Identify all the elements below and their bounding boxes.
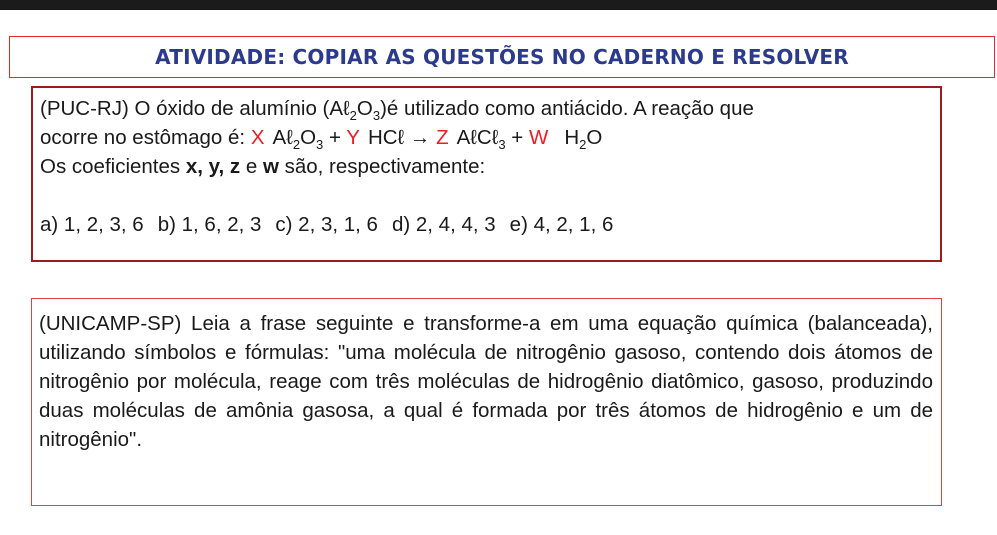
activity-title-text: ATIVIDADE: COPIAR AS QUESTÕES NO CADERNO E RESOLVER [155,45,849,69]
slide [0,10,997,535]
q1-equation-prefix: ocorre no estômago é: [40,126,251,149]
product-o: O [586,126,603,149]
question-2-box [31,298,942,506]
q1-coef-text-end: são, respectivamente: [278,155,486,178]
q1-coef-text: Os coeficientes [40,155,186,178]
reactant-hcl-arrow: HCℓ → [367,126,437,149]
q1-subscript-3: 3 [372,108,381,123]
option-d: d) 2, 4, 4, 3 [391,213,496,236]
plus-sign-1: + [323,126,347,149]
q1-intro-text: (PUC-RJ) O óxido de alumínio (Aℓ [40,97,350,120]
coefficient-w: W [528,126,549,149]
product-alcl: AℓCℓ [456,126,499,149]
product-sub-2: 2 [579,137,587,152]
question-1-equation-line [40,123,932,152]
q1-coef-and: e [240,155,263,178]
question-1-box [31,86,942,262]
reactant-o: O [300,126,317,149]
product-h: H [564,126,580,149]
q1-coef-bold: x, y, z [185,155,241,178]
plus-sign-2: + [505,126,529,149]
question-1-line-3 [40,152,932,181]
option-b: b) 1, 6, 2, 3 [157,213,262,236]
coefficient-x: X [250,126,265,149]
q1-intro-text-end: )é utilizado como antiácido. A reação que [380,97,754,120]
option-a: a) 1, 2, 3, 6 [40,213,144,236]
option-c: c) 2, 3, 1, 6 [275,213,378,236]
reactant-sub-2: 2 [292,137,301,152]
question-2-text: (UNICAMP-SP) Leia a frase seguinte e transforme-a em uma equação química (balanceada), utilizando símbolos e fórmulas: "uma molécula de nitrogênio gasoso, contendo dois átomos de nitrogênio por molécula, reage com três moléculas de hidrogênio diatômico, gasoso, produzindo duas moléculas de amônia gasosa, a qual é formada por três átomos de hidrogênio e um de nitrogênio". [39,312,933,451]
coefficient-z: Z [436,126,449,149]
reactant-al: Aℓ [272,126,293,149]
option-e: e) 4, 2, 1, 6 [509,213,614,236]
q1-subscript-2: 2 [349,108,357,123]
question-1-line-1 [40,94,932,123]
product-sub-3: 3 [498,137,506,152]
q1-oxygen: O [356,97,373,120]
reactant-sub-3: 3 [316,137,324,152]
coefficient-y: Y [346,126,360,149]
activity-title [9,36,995,78]
q1-coef-w-bold: w [262,155,279,178]
question-1-options [40,210,932,239]
